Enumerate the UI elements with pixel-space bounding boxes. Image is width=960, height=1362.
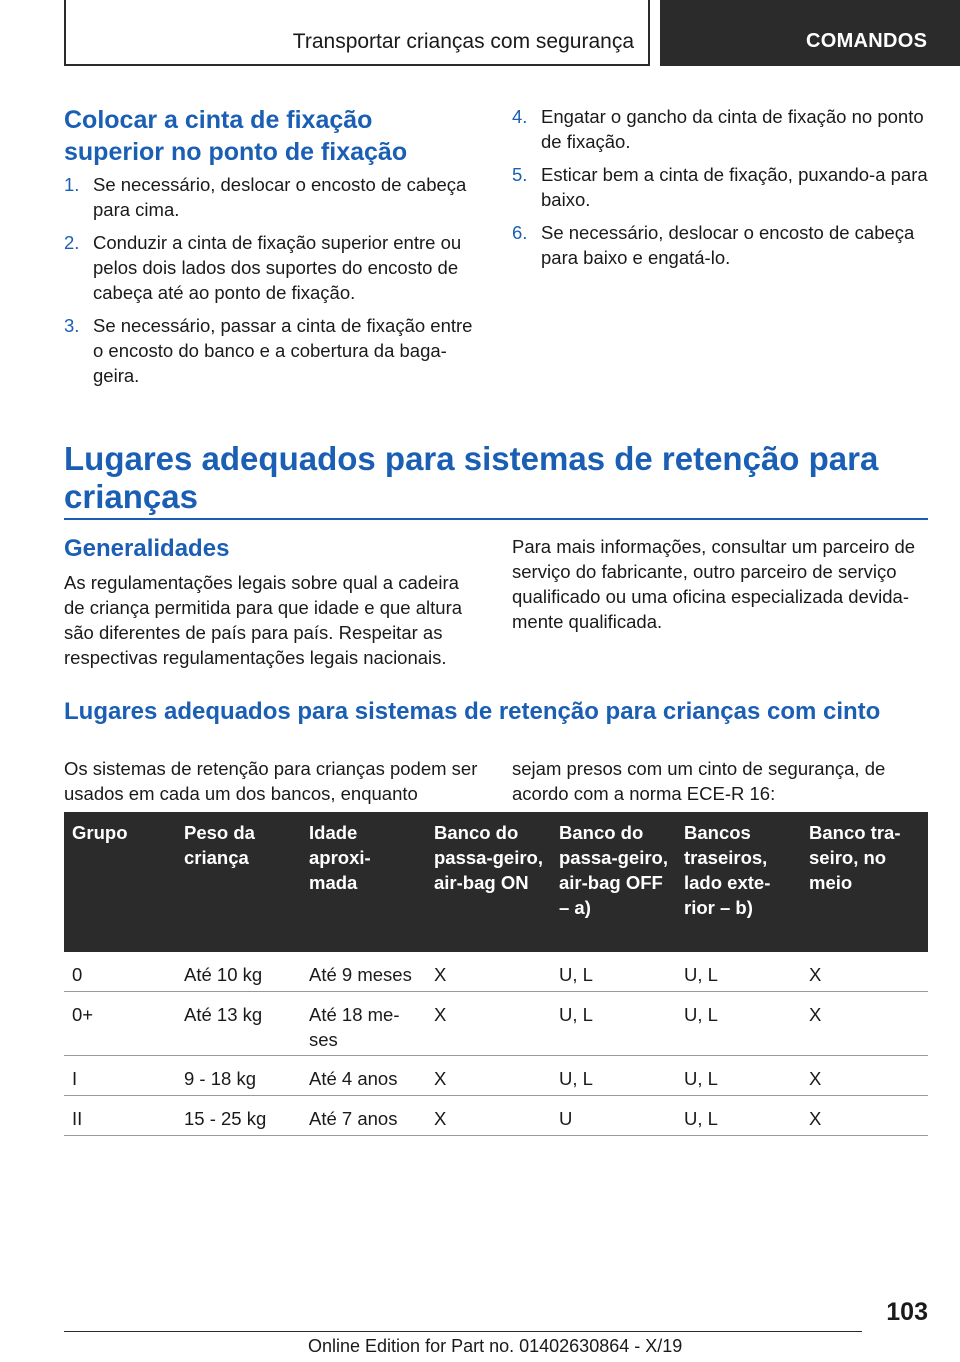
- edition-note: Online Edition for Part no. 01402630864 - X/19: [308, 1336, 683, 1356]
- col-header: Banco do passa-geiro, air-bag OFF – a): [559, 822, 668, 918]
- table-row: 0 Até 10 kg Até 9 meses X U, L U, L X: [64, 952, 928, 992]
- col-header: Idade aproxi-mada: [309, 822, 371, 893]
- footer-rule: [64, 1331, 862, 1332]
- list-item: 2. Conduzir a cinta de fixação superior entre ou pelos dois lados dos suportes do encosto de cabeça até ao ponto de fixação.: [64, 232, 462, 303]
- list-item: 3. Se necessário, passar a cinta de fixação entre o encosto do banco e a cobertura da baga-geira.: [64, 315, 473, 386]
- heading-rule: [64, 518, 928, 520]
- belt-text-left: Os sistemas de retenção para crianças podem ser usados em cada um dos bancos, enquanto: [64, 758, 478, 804]
- chapter-tab: [660, 0, 960, 66]
- table-row: II 15 - 25 kg Até 7 anos X U U, L X: [64, 1096, 928, 1136]
- list-item: 1. Se necessário, deslocar o encosto de cabeça para cima.: [64, 174, 467, 220]
- col-header: Banco tra-seiro, no meio: [809, 822, 901, 893]
- places-heading: Lugares adequados para sistemas de retenção para crianças: [64, 440, 879, 515]
- col-header: Banco do passa-geiro, air-bag ON: [434, 822, 543, 893]
- list-item: 5. Esticar bem a cinta de fixação, puxando-a para baixo.: [512, 164, 928, 210]
- general-text-left: As regulamentações legais sobre qual a cadeira de criança permitida para que idade e que altura são diferentes de país para país. Respeitar as respectivas regulamentações legais nacionais.: [64, 572, 463, 668]
- table-header: [64, 812, 928, 952]
- page-number: 103: [886, 1298, 928, 1326]
- col-header: Peso da criança: [184, 822, 255, 868]
- col-header: Bancos traseiros, lado exte-rior – b): [684, 822, 771, 918]
- table-row: I 9 - 18 kg Até 4 anos X U, L U, L X: [64, 1056, 928, 1096]
- fixation-steps-right: [512, 104, 928, 278]
- running-header: [64, 0, 650, 66]
- list-item: 6. Se necessário, deslocar o encosto de cabeça para baixo e engatá-lo.: [512, 222, 915, 268]
- child-seat-table: [64, 812, 928, 1136]
- fixation-steps-left: [64, 172, 482, 396]
- general-heading: Generalidades: [64, 535, 230, 562]
- chapter-label: COMANDOS: [806, 30, 928, 52]
- general-text-right: Para mais informações, consultar um parceiro de serviço do fabricante, outro parceiro de serviço qualificado ou uma oficina especializada devida-mente qualificada.: [512, 536, 916, 632]
- table-row: 0+ Até 13 kg Até 18 me-ses X U, L U, L X: [64, 992, 928, 1056]
- fixation-heading: Colocar a cinta de fixação superior no ponto de fixação: [64, 106, 408, 166]
- section-title: Transportar crianças com segurança: [292, 30, 634, 53]
- list-item: 4. Engatar o gancho da cinta de fixação no ponto de fixação.: [512, 106, 924, 152]
- belt-text-right: sejam presos com um cinto de segurança, de acordo com a norma ECE-R 16:: [512, 758, 886, 804]
- col-header: Grupo: [72, 822, 128, 843]
- belt-heading: Lugares adequados para sistemas de retenção para crianças com cinto: [64, 698, 881, 725]
